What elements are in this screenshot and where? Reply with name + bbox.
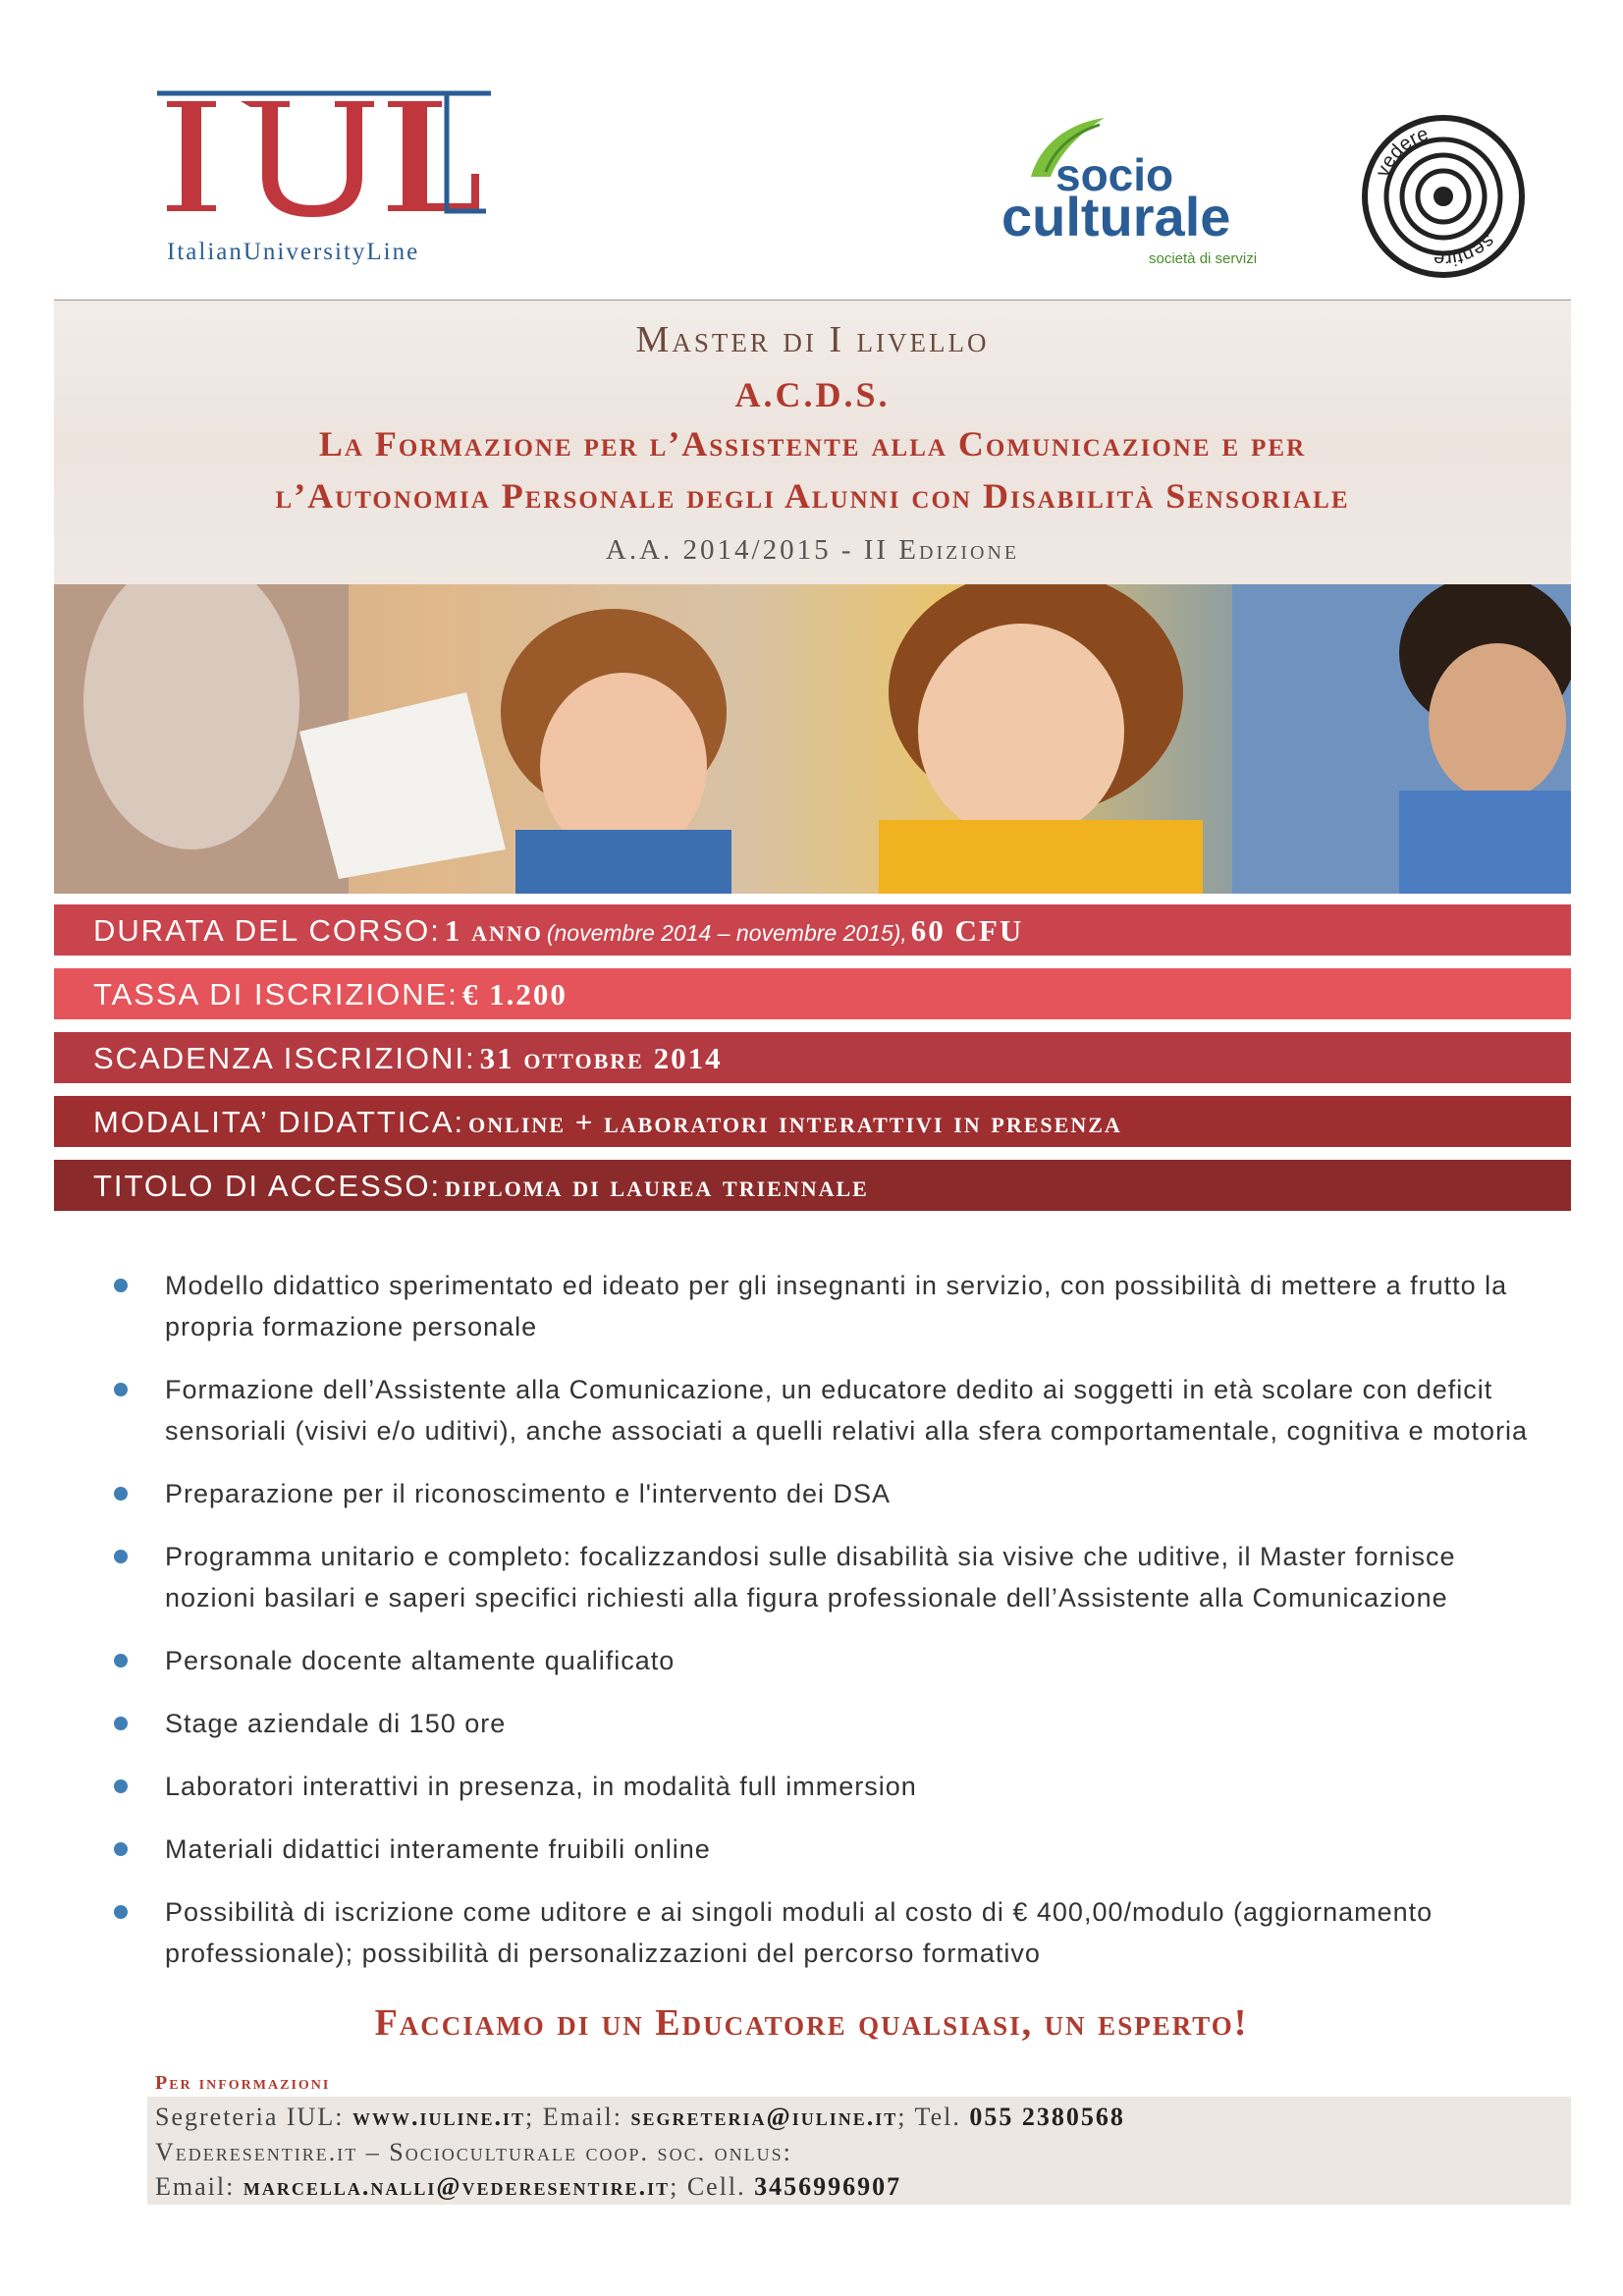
socio-logo-line1: socio: [1055, 149, 1174, 200]
contact-line-email: [155, 2172, 901, 2202]
list-item-text: Preparazione per il riconoscimento e l'intervento dei DSA: [165, 1479, 892, 1508]
deadline-value: 31 ottobre 2014: [479, 1041, 723, 1075]
list-item: [108, 1265, 1542, 1347]
socioculturale-logo: [982, 113, 1296, 270]
contacts-heading: Per informazioni: [155, 2072, 331, 2094]
list-item-text: Materiali didattici interamente fruibili online: [165, 1834, 711, 1864]
cell-phone: 3456996907: [754, 2172, 902, 2201]
admission-value: diploma di laurea triennale: [445, 1169, 869, 1203]
email-label: ; Email:: [524, 2103, 623, 2131]
duration-period: (novembre 2014 – novembre 2015),: [546, 920, 907, 946]
eye-ear-icon: [1355, 108, 1532, 285]
duration-label: DURATA DEL CORSO:: [93, 913, 441, 948]
iul-letters-text: IUL: [147, 83, 149, 84]
bullet-dot-icon: [114, 1487, 128, 1501]
iul-phone: 055 2380568: [969, 2103, 1125, 2131]
fee-bar: [54, 967, 1571, 1020]
sentire-word: sentire: [1433, 230, 1499, 270]
contact-line-vederesentire: Vederesentire.it – Socioculturale coop. soc. onlus:: [155, 2138, 792, 2166]
bullet-dot-icon: [114, 1654, 128, 1667]
deadline-label: SCADENZA ISCRIZIONI:: [93, 1041, 476, 1075]
admission-bar: [54, 1159, 1571, 1212]
duration-bar: [54, 903, 1571, 957]
iul-logo-mark: [147, 83, 501, 231]
list-item: [108, 1473, 1542, 1514]
list-item-text: Possibilità di iscrizione come uditore e ai singoli moduli al costo di € 400,00/modulo (aggiornamento professionale); possibilità di personalizzazioni del percorso formativo: [165, 1897, 1434, 1968]
list-item: [108, 1891, 1542, 1974]
bullet-dot-icon: [114, 1383, 128, 1396]
cell-label: ; Cell.: [670, 2172, 746, 2201]
list-item: [108, 1536, 1542, 1618]
segreteria-label: Segreteria IUL:: [155, 2103, 345, 2131]
contacts-block: [147, 2097, 1571, 2205]
teaching-mode-value: online + laboratori interattivi in presenza: [468, 1105, 1122, 1139]
list-item: [108, 1703, 1542, 1744]
list-item: [108, 1766, 1542, 1807]
duration-cfu: 60 CFU: [910, 913, 1024, 948]
vedere-word: vedere: [1372, 123, 1432, 181]
bullet-dot-icon: [114, 1905, 128, 1919]
iul-subtitle: ItalianUniversityLine: [167, 239, 420, 265]
features-list: [108, 1265, 1542, 1995]
contact-line-iul: [155, 2103, 1125, 2132]
deadline-bar: [54, 1031, 1571, 1084]
socio-logo-tagline: società di servizi: [1149, 250, 1258, 267]
fee-value: € 1.200: [461, 977, 568, 1011]
bullet-dot-icon: [114, 1842, 128, 1856]
list-item: [108, 1829, 1542, 1870]
list-item-text: Modello didattico sperimentato ed ideato per gli insegnanti in servizio, con possibilità di mettere a frutto la propria formazione personale: [165, 1271, 1508, 1341]
duration-value: 1 anno: [444, 913, 543, 948]
master-level: Master di I livello: [635, 319, 990, 360]
vedere-sentire-logo: [1355, 108, 1532, 285]
bullet-dot-icon: [114, 1550, 128, 1563]
children-illustration: [54, 584, 1571, 894]
course-title-line2: l’Autonomia Personale degli Alunni con Disabilità Sensoriale: [275, 476, 1350, 516]
course-title-line1: La Formazione per l’Assistente alla Comunicazione e per: [318, 424, 1307, 464]
list-item-text: Programma unitario e completo: focalizzandosi sulle disabilità sia visive che uditive, il Master fornisce nozioni basilari e saperi specifici richiesti alla figura professionale dell’Assistente alla Comunicazione: [165, 1542, 1456, 1613]
vederesentire-email-link[interactable]: marcella.nalli@vederesentire.it: [243, 2172, 671, 2201]
list-item: [108, 1640, 1542, 1681]
admission-label: TITOLO DI ACCESSO:: [93, 1169, 442, 1203]
list-item-text: Formazione dell’Assistente alla Comunicazione, un educatore dedito ai soggetti in età scolare con deficit sensoriali (visivi e/o uditivi), anche associati a quelli relativi alla sfera comportamentale, cognitiva e motoria: [165, 1375, 1529, 1446]
children-photo: [54, 584, 1571, 894]
fee-label: TASSA DI ISCRIZIONE:: [93, 977, 459, 1011]
slogan: Facciamo di un Educatore qualsiasi, un esperto!: [374, 2002, 1249, 2044]
title-header: [54, 300, 1571, 586]
bullet-dot-icon: [114, 1779, 128, 1793]
iul-email-link[interactable]: segreteria@iuline.it: [630, 2103, 898, 2131]
list-item: [108, 1369, 1542, 1451]
list-item-text: Personale docente altamente qualificato: [165, 1646, 676, 1675]
email2-label: Email:: [155, 2172, 236, 2201]
teaching-mode-bar: [54, 1095, 1571, 1148]
course-acronym: A.C.D.S.: [734, 375, 891, 414]
iul-logo: [147, 83, 501, 280]
bullet-dot-icon: [114, 1279, 128, 1292]
bullet-dot-icon: [114, 1717, 128, 1730]
tel-label: ; Tel.: [897, 2103, 961, 2131]
academic-year-edition: A.A. 2014/2015 - II Edizione: [605, 534, 1020, 566]
teaching-mode-label: MODALITA’ DIDATTICA:: [93, 1105, 465, 1139]
socio-logo-line2: culturale: [1001, 186, 1231, 247]
list-item-text: Stage aziendale di 150 ore: [165, 1709, 507, 1738]
iul-website-link[interactable]: www.iuline.it: [352, 2103, 525, 2131]
list-item-text: Laboratori interattivi in presenza, in modalità full immersion: [165, 1772, 917, 1801]
